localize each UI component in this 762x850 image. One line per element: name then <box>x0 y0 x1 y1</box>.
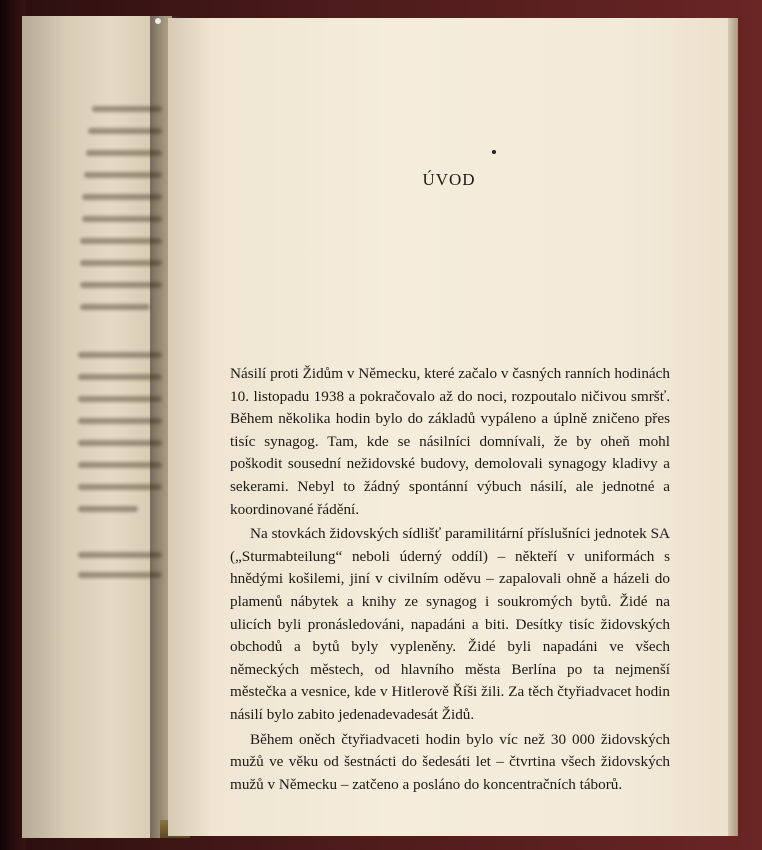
paper-speck <box>155 18 161 24</box>
paper-speck <box>492 150 496 154</box>
body-text <box>230 363 670 798</box>
blurred-text-line <box>80 304 150 310</box>
paragraph: Během oněch čtyřiadvaceti hodin bylo víc než 30 000 židovských mužů ve věku od šestnácti do šedesáti let – čtvrtina všech židovských mužů v Německu – zatčeno a posláno do koncentračních táborů. <box>230 730 670 793</box>
paragraph: Na stovkách židovských sídlišť paramilitární příslušníci jednotek SA („Sturmabteilung“ neboli úderný oddíl) – někteří v uniformách s hnědými košilemi, jiní v civilním oděvu – zapalovali ohně a házeli do plamenů nábytek a knihy ze synagog i soukromých bytů. Židé na ulicích byli pronásledováni, napadáni a biti. Desítky tisíc židovských obchodů a bytů byly vypleněny. Židé byli napadáni ve všech německých městech, od hlavního města Berlína po ta nejmenší městečka a vesnice, kde v Hitlerově Říši žili. Za těch čtyřiadvacet hodin násilí bylo zabito jedenadevadesát Židů. <box>230 525 670 723</box>
chapter-title: ÚVOD <box>422 170 476 189</box>
blurred-text-line <box>78 506 138 512</box>
page-edge <box>728 18 738 836</box>
paragraph: Násilí proti Židům v Německu, které začalo v časných ranních hodinách 10. listopadu 1938 a pokračovalo až do noci, rozpoutalo ničivou smršť. Během několika hodin bylo do základů vypáleno a úplně zničeno přes tisíc synagog. Tam, kde se násilníci domnívali, že by oheň mohl poškodit sousední nežidovské budovy, demolovali synagogy kladivy a sekerami. Nebyl to žádný spontánní výbuch násilí, ale jednotné a koordinované řádění. <box>230 365 670 518</box>
